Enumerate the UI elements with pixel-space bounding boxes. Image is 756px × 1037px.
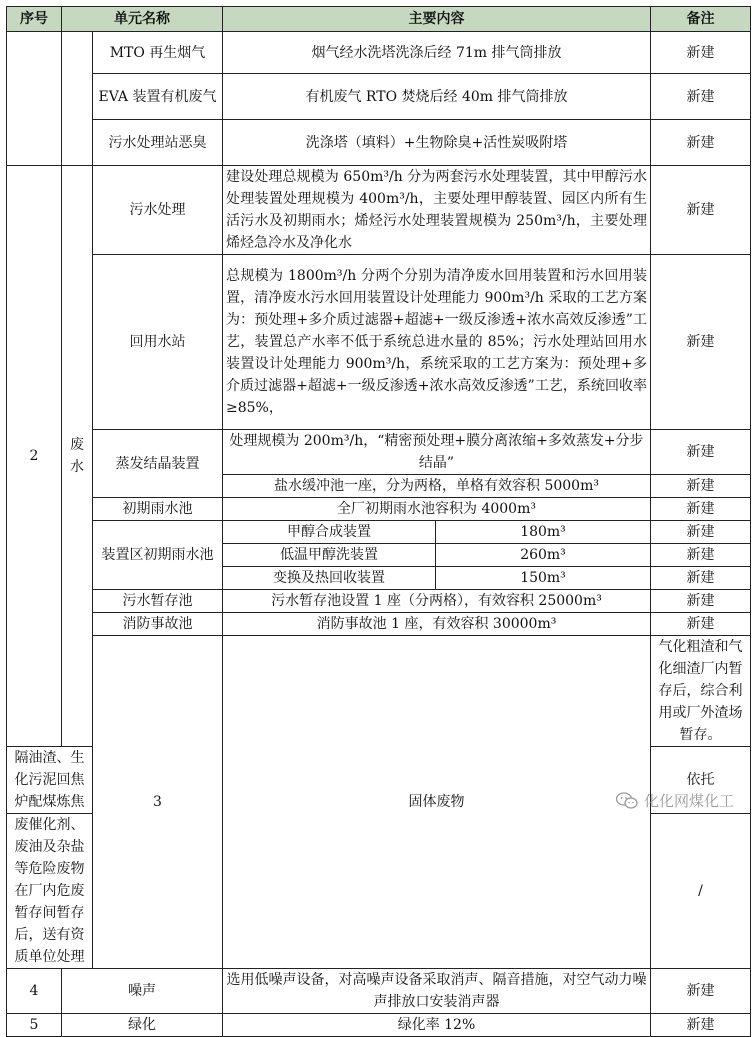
- table-row: [7, 74, 751, 120]
- unit-name: EVA 装置有机废气: [93, 74, 223, 120]
- table-row: [7, 613, 751, 636]
- unit-name: 消防事故池: [93, 613, 223, 636]
- header-content: 主要内容: [223, 7, 651, 32]
- table-row: [7, 430, 751, 475]
- watermark-text: 化化网煤化工: [643, 792, 734, 810]
- content-cell: 处理规模为 200m³/h，“精密预处理+膜分离浓缩+多效蒸发+分步结晶”: [223, 430, 651, 475]
- remark-cell: 新建: [651, 120, 751, 166]
- remark-cell: 新建: [651, 590, 751, 613]
- remark-cell: 新建: [651, 166, 751, 255]
- remark-cell: 新建: [651, 475, 751, 498]
- remark-cell: 新建: [651, 255, 751, 430]
- table-row: [7, 969, 751, 1014]
- unit-name: 污水暂存池: [93, 590, 223, 613]
- content-cell: 隔油渣、生化污泥回焦炉配煤炼焦: [7, 747, 93, 814]
- remark-cell: 新建: [651, 74, 751, 120]
- env-protection-table: [6, 6, 751, 1037]
- content-cell: 有机废气 RTO 焚烧后经 40m 排气筒排放: [223, 74, 651, 120]
- remark-cell: 依托: [651, 747, 751, 814]
- remark-cell: 新建: [651, 521, 751, 544]
- remark-cell: 新建: [651, 969, 751, 1014]
- content-cell: 消防事故池 1 座，有效容积 30000m³: [223, 613, 651, 636]
- unit-name: 回用水站: [93, 255, 223, 430]
- content-cell: 绿化率 12%: [223, 1014, 651, 1037]
- group1-category-cell: [62, 32, 93, 166]
- table-row: [7, 255, 751, 430]
- wechat-icon: [616, 792, 638, 810]
- content-cell: 烟气经水洗塔洗涤后经 71m 排气筒排放: [223, 32, 651, 74]
- table-row: [7, 636, 751, 747]
- remark-cell: 新建: [651, 32, 751, 74]
- header-row: [7, 7, 751, 32]
- remark-cell: 新建: [651, 544, 751, 567]
- content-cell: 总规模为 1800m³/h 分两个分别为清净废水回用装置和污水回用装置，清净废水污水回用装置设计处理能力 900m³/h 采取的工艺方案为：预处理+多介质过滤器+超滤+一级反渗透+浓水高效反渗透”工艺，装置总产水率不低于系统总进水量的 85%；污水处理站回用水装置设计处理能力 900m³/h，系统采取的工艺方案为：预处理+多介质过滤器+超滤+一级反渗透+浓水高效反渗透”工艺，系统回收率≥85%，: [223, 255, 651, 430]
- content-cell: 盐水缓冲池一座，分为两格，单格有效容积 5000m³: [223, 475, 651, 498]
- item-label: 变换及热回收装置: [223, 567, 436, 590]
- content-cell: 洗涤塔（填料）+生物除臭+活性炭吸附塔: [223, 120, 651, 166]
- item-label: 甲醇合成装置: [223, 521, 436, 544]
- group3-name: 固体废物: [223, 636, 651, 969]
- unit-name: MTO 再生烟气: [93, 32, 223, 74]
- header-unit: 单元名称: [62, 7, 223, 32]
- group5-no: 5: [7, 1014, 62, 1037]
- remark-cell: 新建: [651, 498, 751, 521]
- unit-name: 初期雨水池: [93, 498, 223, 521]
- content-cell: 污水暂存池设置 1 座（分两格），有效容积 25000m³: [223, 590, 651, 613]
- remark-cell: 新建: [651, 613, 751, 636]
- table-row: [7, 1014, 751, 1037]
- watermark: [616, 790, 734, 811]
- remark-cell: 新建: [651, 567, 751, 590]
- header-no: 序号: [7, 7, 62, 32]
- unit-name: 污水处理: [93, 166, 223, 255]
- group2-no: 2: [7, 166, 62, 747]
- table-row: [7, 166, 751, 255]
- group4-name: 噪声: [62, 969, 223, 1014]
- remark-cell: 新建: [651, 430, 751, 475]
- item-value: 260m³: [436, 544, 651, 567]
- remark-cell: 新建: [651, 1014, 751, 1037]
- unit-name: 装置区初期雨水池: [93, 521, 223, 590]
- item-label: 低温甲醇洗装置: [223, 544, 436, 567]
- table-row: [7, 32, 751, 74]
- header-remark: 备注: [651, 7, 751, 32]
- item-value: 150m³: [436, 567, 651, 590]
- unit-name: 污水处理站恶臭: [93, 120, 223, 166]
- group3-no: 3: [93, 636, 223, 969]
- content-cell: 全厂初期雨水池容积为 4000m³: [223, 498, 651, 521]
- content-cell: 建设处理总规模为 650m³/h 分为两套污水处理装置，其中甲醇污水处理装置处理规模为 400m³/h，主要处理甲醇装置、园区内所有生活污水及初期雨水；烯烃污水处理装置规模为 250m³/h，主要处理烯烃急冷水及净化水: [223, 166, 651, 255]
- item-value: 180m³: [436, 521, 651, 544]
- group4-no: 4: [7, 969, 62, 1014]
- content-cell: 废催化剂、废油及杂盐等危险废物在厂内危废暂存间暂存后，送有资质单位处理: [7, 814, 93, 969]
- group5-name: 绿化: [62, 1014, 223, 1037]
- table-row: [7, 590, 751, 613]
- unit-name: 蒸发结晶装置: [93, 430, 223, 498]
- table-row: [7, 120, 751, 166]
- table-row: [7, 521, 751, 544]
- content-cell: 气化粗渣和气化细渣厂内暂存后，综合利用或厂外渣场暂存。: [651, 636, 751, 747]
- table-row: [7, 498, 751, 521]
- group2-category: 废水: [62, 166, 93, 747]
- remark-cell: /: [651, 814, 751, 969]
- content-cell: 选用低噪声设备，对高噪声设备采取消声、隔音措施，对空气动力噪声排放口安装消声器: [223, 969, 651, 1014]
- group1-no-cell: [7, 32, 62, 166]
